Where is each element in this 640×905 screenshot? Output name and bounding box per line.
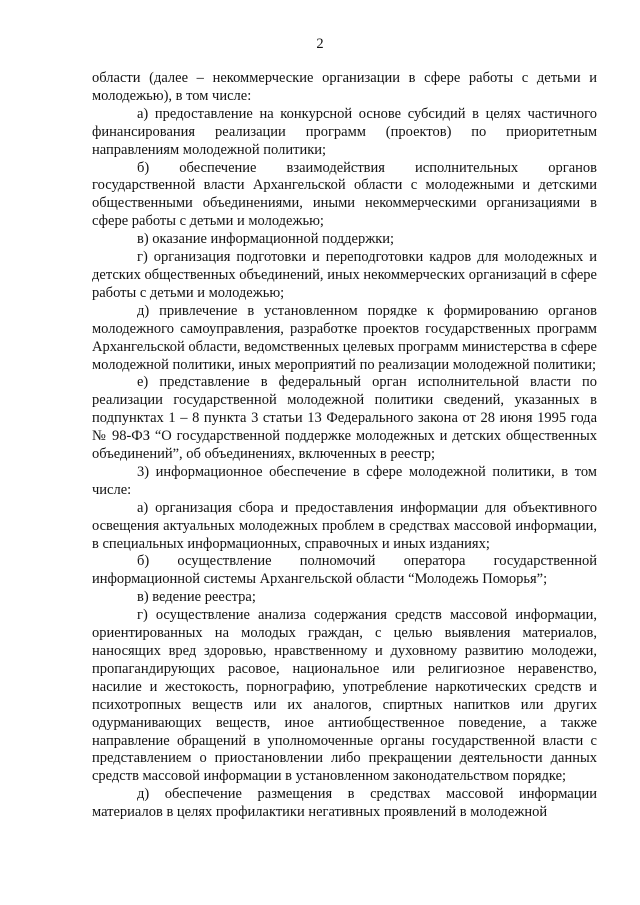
paragraph-item-e-reporting: е) представление в федеральный орган исполнительной власти по реализации государственной молодежной политики сведений, указанных в подпунктах 1 – 8 пункта 3 статьи 13 Федерального закона от 28 июня 1995 года № 98-ФЗ “О государственной поддержке молодежных и детских общественных объединений”, об объединениях, включенных в реестр;	[92, 374, 597, 463]
paragraph-item-b-operator: б) осуществление полномочий оператора государственной информационной системы Архангельской области “Молодежь Поморья”;	[92, 553, 597, 588]
paragraph-item-g-media-analysis: г) осуществление анализа содержания средств массовой информации, ориентированных на молодых граждан, с целью выявления материалов, наносящих вред здоровью, нравственному и духовному развитию молодежи, пропагандирующих расовое, национальное или религиозное неравенство, насилие и жестокость, порнографию, употребление наркотических средств и психотропных веществ или их аналогов, спиртных напитков или других одурманивающих веществ, иное антиобщественное поведение, а также направление обращений в уполномоченные органы государственной власти с представлением о приостановлении либо прекращении деятельности данных средств массовой информации в установленном законодательством порядке;	[92, 607, 597, 785]
paragraph-item-3-info-provision: 3) информационное обеспечение в сфере молодежной политики, в том числе:	[92, 463, 597, 498]
paragraph-item-a-subsidies: а) предоставление на конкурсной основе субсидий в целях частичного финансирования реализации программ (проектов) по приоритетным направлениям молодежной политики;	[92, 105, 597, 158]
paragraph-continuation: области (далее – некоммерческие организации в сфере работы с детьми и молодежью), в том числе:	[92, 70, 597, 104]
paragraph-item-g-training: г) организация подготовки и переподготовки кадров для молодежных и детских общественных объединений, иных некоммерческих организаций в сфере работы с детьми и молодежью;	[92, 249, 597, 301]
paragraph-item-a-info-collection: а) организация сбора и предоставления информации для объективного освещения актуальных молодежных проблем в средствах массовой информации, в специальных информационных, справочных и иных изданиях;	[92, 499, 597, 552]
page-number: 2	[316, 36, 324, 52]
paragraph-item-v-registry: в) ведение реестра;	[137, 589, 256, 606]
document-body	[92, 70, 597, 822]
paragraph-item-v-info-support: в) оказание информационной поддержки;	[137, 231, 395, 248]
paragraph-item-b-interaction: б) обеспечение взаимодействия исполнительных органов государственной власти Архангельской области с молодежными и детскими общественными объединениями, иными некоммерческими организациями в сфере работы с детьми и молодежью;	[92, 159, 597, 230]
paragraph-item-d-involvement: д) привлечение в установленном порядке к формированию органов молодежного самоуправления, разработке проектов государственных программ Архангельской области, ведомственных целевых программ министерства в сфере молодежной политики, иных мероприятий по реализации молодежной политики;	[92, 302, 597, 373]
paragraph-item-d-media-placement: д) обеспечение размещения в средствах массовой информации материалов в целях профилактики негативных проявлений в молодежной	[92, 786, 597, 821]
